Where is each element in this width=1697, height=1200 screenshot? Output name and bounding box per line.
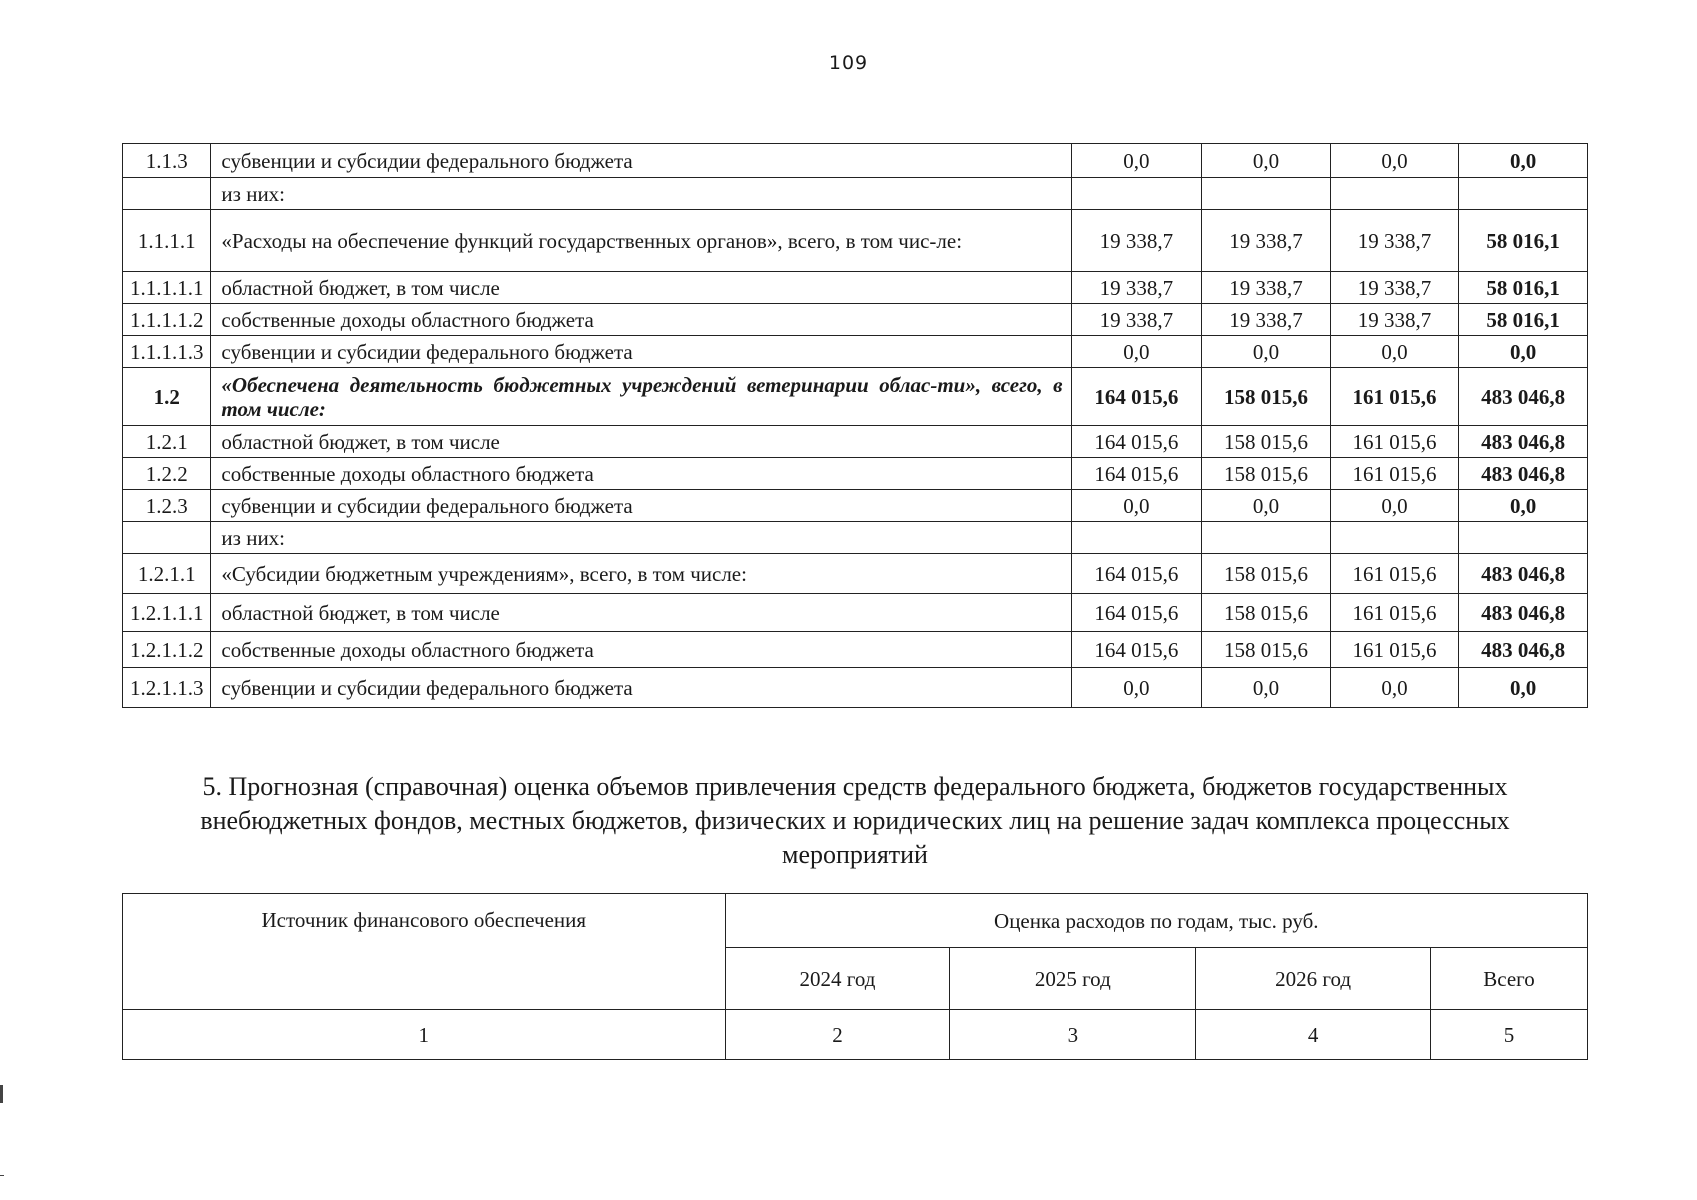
value-2025-cell: 0,0 xyxy=(1202,336,1331,368)
total-cell: 483 046,8 xyxy=(1459,426,1588,458)
row-number-cell: 1.2.1.1.3 xyxy=(123,668,211,708)
value-2024-cell: 0,0 xyxy=(1071,490,1202,522)
table-row xyxy=(123,426,1588,458)
margin-mark xyxy=(0,1085,3,1103)
value-2025-cell: 0,0 xyxy=(1202,490,1331,522)
header-total: Всего xyxy=(1431,948,1588,1010)
index-cell-2: 2 xyxy=(725,1010,950,1060)
value-2025-cell xyxy=(1202,178,1331,210)
section-5-title-line-1: 5. Прогнозная (справочная) оценка объемов привлечения средств федерального бюджета, бюджетов государственных xyxy=(202,772,1508,801)
value-2024-cell: 0,0 xyxy=(1071,144,1202,178)
value-2025-cell: 158 015,6 xyxy=(1202,426,1331,458)
value-2026-cell: 161 015,6 xyxy=(1330,426,1459,458)
value-2026-cell: 0,0 xyxy=(1330,144,1459,178)
index-cell-3: 3 xyxy=(950,1010,1196,1060)
table-row xyxy=(123,522,1588,554)
section-5-title-line-3: мероприятий xyxy=(782,840,928,869)
total-cell: 58 016,1 xyxy=(1459,304,1588,336)
value-2025-cell: 19 338,7 xyxy=(1202,210,1331,272)
forecast-table xyxy=(122,893,1588,1060)
margin-mark xyxy=(0,1175,4,1176)
value-2025-cell: 0,0 xyxy=(1202,668,1331,708)
page-number: 109 xyxy=(828,52,869,74)
value-2024-cell: 0,0 xyxy=(1071,668,1202,708)
row-name-cell: областной бюджет, в том числе xyxy=(211,272,1071,304)
row-name-cell: областной бюджет, в том числе xyxy=(211,594,1071,632)
header-2024: 2024 год xyxy=(725,948,950,1010)
row-name-cell: областной бюджет, в том числе xyxy=(211,426,1071,458)
value-2026-cell: 161 015,6 xyxy=(1330,632,1459,668)
row-name-cell: собственные доходы областного бюджета xyxy=(211,304,1071,336)
table-row xyxy=(123,210,1588,272)
value-2025-cell: 19 338,7 xyxy=(1202,304,1331,336)
row-number-cell: 1.2.1.1.2 xyxy=(123,632,211,668)
value-2026-cell: 161 015,6 xyxy=(1330,594,1459,632)
value-2026-cell: 19 338,7 xyxy=(1330,304,1459,336)
row-number-cell: 1.2.1.1 xyxy=(123,554,211,594)
total-cell: 483 046,8 xyxy=(1459,368,1588,426)
table-row xyxy=(123,668,1588,708)
total-cell: 58 016,1 xyxy=(1459,210,1588,272)
header-estimate: Оценка расходов по годам, тыс. руб. xyxy=(725,894,1587,948)
total-cell: 483 046,8 xyxy=(1459,554,1588,594)
table-row xyxy=(123,368,1588,426)
section-5-title-line-2: внебюджетных фондов, местных бюджетов, физических и юридических лиц на решение задач комплекса процессных xyxy=(200,806,1510,835)
value-2026-cell xyxy=(1330,178,1459,210)
total-cell xyxy=(1459,178,1588,210)
row-number-cell xyxy=(123,522,211,554)
table-row xyxy=(123,594,1588,632)
index-cell-5: 5 xyxy=(1431,1010,1588,1060)
value-2025-cell: 158 015,6 xyxy=(1202,458,1331,490)
row-number-cell: 1.1.3 xyxy=(123,144,211,178)
row-name-cell: из них: xyxy=(211,522,1071,554)
total-cell: 0,0 xyxy=(1459,490,1588,522)
row-name-cell: собственные доходы областного бюджета xyxy=(211,458,1071,490)
value-2026-cell: 161 015,6 xyxy=(1330,458,1459,490)
financing-table xyxy=(122,143,1588,708)
value-2026-cell: 0,0 xyxy=(1330,336,1459,368)
value-2025-cell: 0,0 xyxy=(1202,144,1331,178)
table-row xyxy=(123,178,1588,210)
total-cell: 0,0 xyxy=(1459,668,1588,708)
row-number-cell: 1.1.1.1.2 xyxy=(123,304,211,336)
table-row xyxy=(123,304,1588,336)
row-number-cell: 1.2.2 xyxy=(123,458,211,490)
value-2024-cell: 164 015,6 xyxy=(1071,426,1202,458)
table-row xyxy=(123,144,1588,178)
table-row xyxy=(123,272,1588,304)
header-source: Источник финансового обеспечения xyxy=(123,894,726,1010)
index-cell-4: 4 xyxy=(1196,1010,1431,1060)
row-number-cell: 1.2 xyxy=(123,368,211,426)
section-5-title xyxy=(120,770,1590,872)
forecast-table-header-row xyxy=(123,894,1588,948)
value-2025-cell: 158 015,6 xyxy=(1202,368,1331,426)
value-2024-cell: 164 015,6 xyxy=(1071,458,1202,490)
total-cell: 0,0 xyxy=(1459,336,1588,368)
value-2024-cell: 164 015,6 xyxy=(1071,632,1202,668)
value-2025-cell: 158 015,6 xyxy=(1202,554,1331,594)
value-2024-cell: 19 338,7 xyxy=(1071,210,1202,272)
table-row xyxy=(123,554,1588,594)
total-cell: 58 016,1 xyxy=(1459,272,1588,304)
row-name-cell: субвенции и субсидии федерального бюджета xyxy=(211,144,1071,178)
row-number-cell: 1.2.3 xyxy=(123,490,211,522)
total-cell: 483 046,8 xyxy=(1459,458,1588,490)
forecast-table-index-row xyxy=(123,1010,1588,1060)
total-cell: 483 046,8 xyxy=(1459,632,1588,668)
row-name-cell: «Расходы на обеспечение функций государственных органов», всего, в том чис-ле: xyxy=(211,210,1071,272)
total-cell: 483 046,8 xyxy=(1459,594,1588,632)
table-row xyxy=(123,458,1588,490)
table-row xyxy=(123,490,1588,522)
table-row xyxy=(123,632,1588,668)
row-name-cell: субвенции и субсидии федерального бюджета xyxy=(211,668,1071,708)
value-2025-cell: 158 015,6 xyxy=(1202,594,1331,632)
row-name-cell: «Обеспечена деятельность бюджетных учреждений ветеринарии облас-ти», всего, в том числе: xyxy=(211,368,1071,426)
value-2025-cell: 19 338,7 xyxy=(1202,272,1331,304)
row-number-cell: 1.2.1.1.1 xyxy=(123,594,211,632)
table-row xyxy=(123,336,1588,368)
index-cell-1: 1 xyxy=(123,1010,726,1060)
financing-table-body xyxy=(123,144,1588,708)
value-2024-cell: 0,0 xyxy=(1071,336,1202,368)
value-2026-cell: 19 338,7 xyxy=(1330,272,1459,304)
row-name-cell: «Субсидии бюджетным учреждениям», всего, в том числе: xyxy=(211,554,1071,594)
value-2026-cell: 161 015,6 xyxy=(1330,368,1459,426)
row-number-cell: 1.1.1.1.3 xyxy=(123,336,211,368)
total-cell: 0,0 xyxy=(1459,144,1588,178)
value-2026-cell: 0,0 xyxy=(1330,490,1459,522)
row-number-cell: 1.2.1 xyxy=(123,426,211,458)
value-2026-cell: 0,0 xyxy=(1330,668,1459,708)
row-number-cell: 1.1.1.1 xyxy=(123,210,211,272)
value-2025-cell: 158 015,6 xyxy=(1202,632,1331,668)
header-2025: 2025 год xyxy=(950,948,1196,1010)
row-name-cell: субвенции и субсидии федерального бюджета xyxy=(211,336,1071,368)
total-cell xyxy=(1459,522,1588,554)
row-number-cell: 1.1.1.1.1 xyxy=(123,272,211,304)
value-2024-cell xyxy=(1071,522,1202,554)
value-2024-cell: 19 338,7 xyxy=(1071,272,1202,304)
row-number-cell xyxy=(123,178,211,210)
value-2026-cell xyxy=(1330,522,1459,554)
value-2024-cell xyxy=(1071,178,1202,210)
row-name-cell: собственные доходы областного бюджета xyxy=(211,632,1071,668)
value-2024-cell: 164 015,6 xyxy=(1071,554,1202,594)
row-name-cell: субвенции и субсидии федерального бюджета xyxy=(211,490,1071,522)
value-2026-cell: 19 338,7 xyxy=(1330,210,1459,272)
row-name-cell: из них: xyxy=(211,178,1071,210)
header-2026: 2026 год xyxy=(1196,948,1431,1010)
value-2024-cell: 164 015,6 xyxy=(1071,594,1202,632)
value-2024-cell: 19 338,7 xyxy=(1071,304,1202,336)
value-2026-cell: 161 015,6 xyxy=(1330,554,1459,594)
value-2025-cell xyxy=(1202,522,1331,554)
value-2024-cell: 164 015,6 xyxy=(1071,368,1202,426)
